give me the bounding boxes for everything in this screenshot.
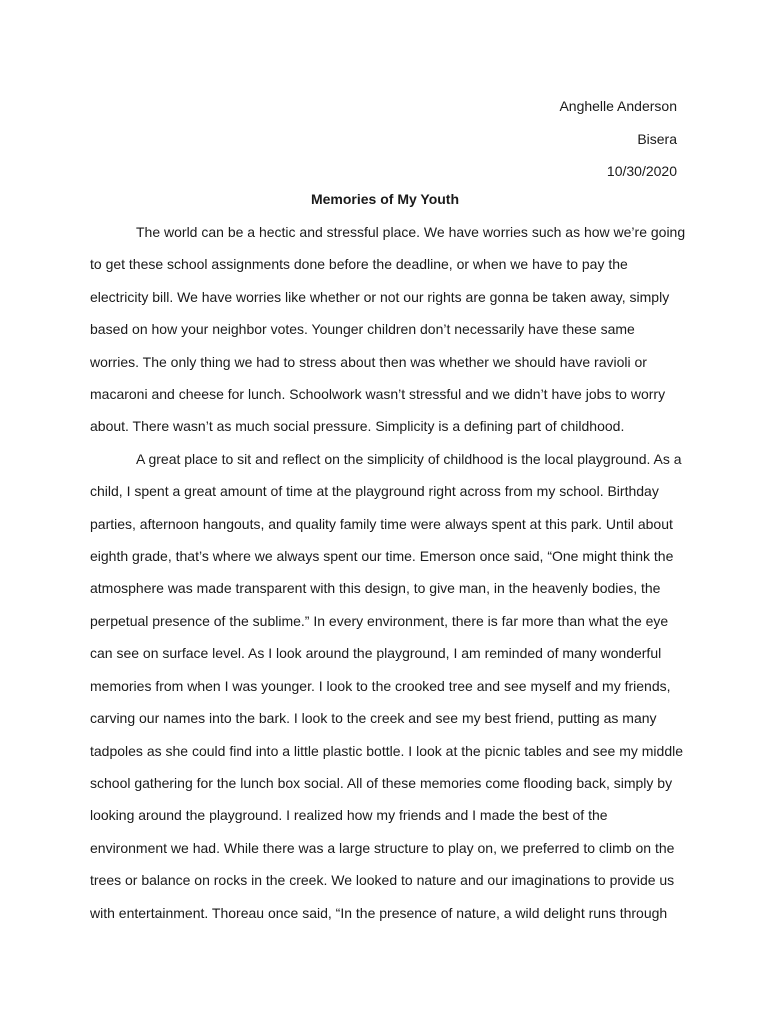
- paragraph-2-line-6: perpetual presence of the sublime.” In every environment, there is far more than what the eye: [90, 612, 669, 629]
- date: 10/30/2020: [606, 163, 677, 179]
- author-name: Anghelle Anderson: [559, 98, 677, 114]
- paragraph-2-line-8: memories from when I was younger. I look to the crooked tree and see myself and my friends,: [90, 677, 671, 694]
- paragraph-2-line-5: atmosphere was made transparent with this design, to give man, in the heavenly bodies, the: [90, 580, 661, 597]
- paragraph-2-line-12: looking around the playground. I realized how my friends and I made the best of the: [90, 807, 608, 824]
- paragraph-1-line-1: The world can be a hectic and stressful place. We have worries such as how we’re going: [136, 224, 686, 240]
- instructor-name: Bisera: [637, 130, 677, 147]
- paragraph-2-line-9: carving our names into the bark. I look to the creek and see my best friend, putting as many: [90, 710, 657, 727]
- paragraph-1-line-5: worries. The only thing we had to stress about then was whether we should have ravioli or: [90, 353, 647, 370]
- paragraph-2-line-2: child, I spent a great amount of time at the playground right across from my school. Birthday: [90, 483, 659, 500]
- paragraph-2-line-15: with entertainment. Thoreau once said, “In the presence of nature, a wild delight runs through: [90, 904, 668, 921]
- paragraph-2-line-11: school gathering for the lunch box social. All of these memories come flooding back, simply by: [90, 774, 673, 791]
- paragraph-1-line-6: macaroni and cheese for lunch. Schoolwork wasn’t stressful and we didn’t have jobs to worry: [90, 386, 666, 403]
- paragraph-1-line-2: to get these school assignments done before the deadline, or when we have to pay the: [90, 256, 628, 273]
- paragraph-2-line-14: trees or balance on rocks in the creek. We looked to nature and our imaginations to provide us: [90, 872, 675, 889]
- paragraph-2-line-1: A great place to sit and reflect on the simplicity of childhood is the local playground. As a: [136, 450, 682, 467]
- essay-body: [90, 216, 686, 929]
- paragraph-2-line-10: tadpoles as she could find into a little plastic bottle. I look at the picnic tables and see my middle: [90, 742, 684, 759]
- paragraph-1-line-3: electricity bill. We have worries like whether or not our rights are gonna be taken away, simply: [90, 288, 670, 305]
- paragraph-2-line-13: environment we had. While there was a large structure to play on, we preferred to climb on the: [90, 839, 675, 856]
- essay-title: Memories of My Youth: [310, 191, 460, 207]
- paragraph-2-line-7: can see on surface level. As I look around the playground, I am reminded of many wonderful: [90, 645, 662, 662]
- paragraph-1-line-7: about. There wasn’t as much social pressure. Simplicity is a defining part of childhood.: [90, 418, 625, 435]
- paragraph-1-line-4: based on how your neighbor votes. Younger children don’t necessarily have these same: [90, 321, 635, 338]
- paragraph-2-line-4: eighth grade, that’s where we always spent our time. Emerson once said, “One might think the: [90, 548, 674, 565]
- header-block: [559, 90, 677, 188]
- paragraph-2-line-3: parties, afternoon hangouts, and quality family time were always spent at this park. Until about: [90, 515, 673, 532]
